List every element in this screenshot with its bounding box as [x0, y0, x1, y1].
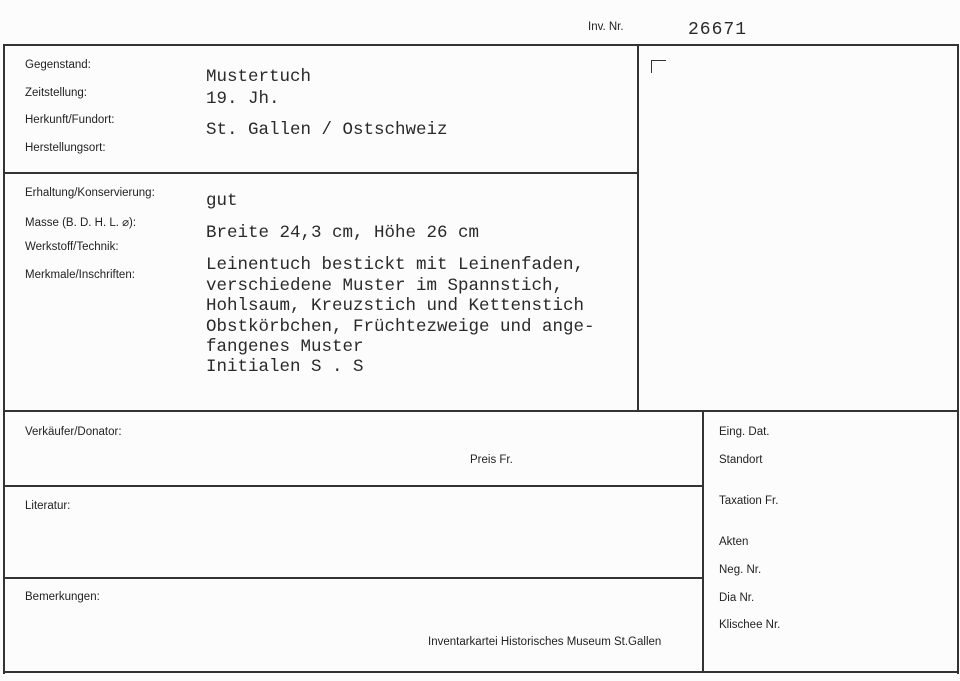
literatur-label: Literatur: [25, 500, 71, 512]
bottom-rule [4, 671, 958, 673]
inv-nr-label: Inv. Nr. [588, 21, 624, 33]
herstellungsort-label: Herstellungsort: [25, 142, 106, 154]
top-rule [4, 44, 958, 46]
akten-label: Akten [719, 536, 749, 548]
herkunft-value: St. Gallen / Ostschweiz [206, 120, 448, 140]
beschreibung-line: Leinentuch bestickt mit Leinenfaden, [206, 255, 585, 275]
masse-label: Masse (B. D. H. L. ⌀): [25, 217, 137, 229]
beschreibung-line: verschiedene Muster im Spannstich, [206, 276, 564, 296]
left-border [3, 44, 5, 674]
beschreibung-line: fangenes Muster [206, 337, 364, 357]
beschreibung-line: Initialen S . S [206, 357, 364, 377]
inv-nr-value: 26671 [688, 20, 748, 40]
erhaltung-label: Erhaltung/Konservierung: [25, 187, 155, 199]
erhaltung-value: gut [206, 191, 238, 211]
photo-corner-mark [651, 60, 666, 73]
verkaeufer-label: Verkäufer/Donator: [25, 426, 122, 438]
card-footer: Inventarkartei Historisches Museum St.Gallen [428, 636, 662, 648]
dia-nr-label: Dia Nr. [719, 592, 755, 604]
literatur-divider [4, 577, 703, 579]
klischee-nr-label: Klischee Nr. [719, 619, 781, 631]
zeitstellung-label: Zeitstellung: [25, 87, 88, 99]
herkunft-label: Herkunft/Fundort: [25, 114, 115, 126]
section1-divider [4, 172, 638, 174]
preis-label: Preis Fr. [470, 454, 513, 466]
zeitstellung-value: 19. Jh. [206, 89, 280, 109]
verkaeufer-divider [4, 485, 703, 487]
lower-column-divider [702, 410, 704, 672]
taxation-label: Taxation Fr. [719, 495, 779, 507]
right-border [957, 44, 959, 674]
gegenstand-value: Mustertuch [206, 67, 312, 87]
beschreibung-line: Obstkörbchen, Früchtezweige und ange- [206, 317, 595, 337]
upper-column-divider [637, 44, 639, 411]
gegenstand-label: Gegenstand: [25, 59, 91, 71]
beschreibung-line: Hohlsaum, Kreuzstich und Kettenstich [206, 296, 585, 316]
eing-dat-label: Eing. Dat. [719, 426, 770, 438]
neg-nr-label: Neg. Nr. [719, 564, 762, 576]
section2-divider [4, 410, 958, 412]
merkmale-label: Merkmale/Inschriften: [25, 269, 135, 281]
bemerkungen-label: Bemerkungen: [25, 591, 100, 603]
werkstoff-label: Werkstoff/Technik: [25, 241, 119, 253]
masse-value: Breite 24,3 cm, Höhe 26 cm [206, 223, 480, 243]
standort-label: Standort [719, 454, 763, 466]
